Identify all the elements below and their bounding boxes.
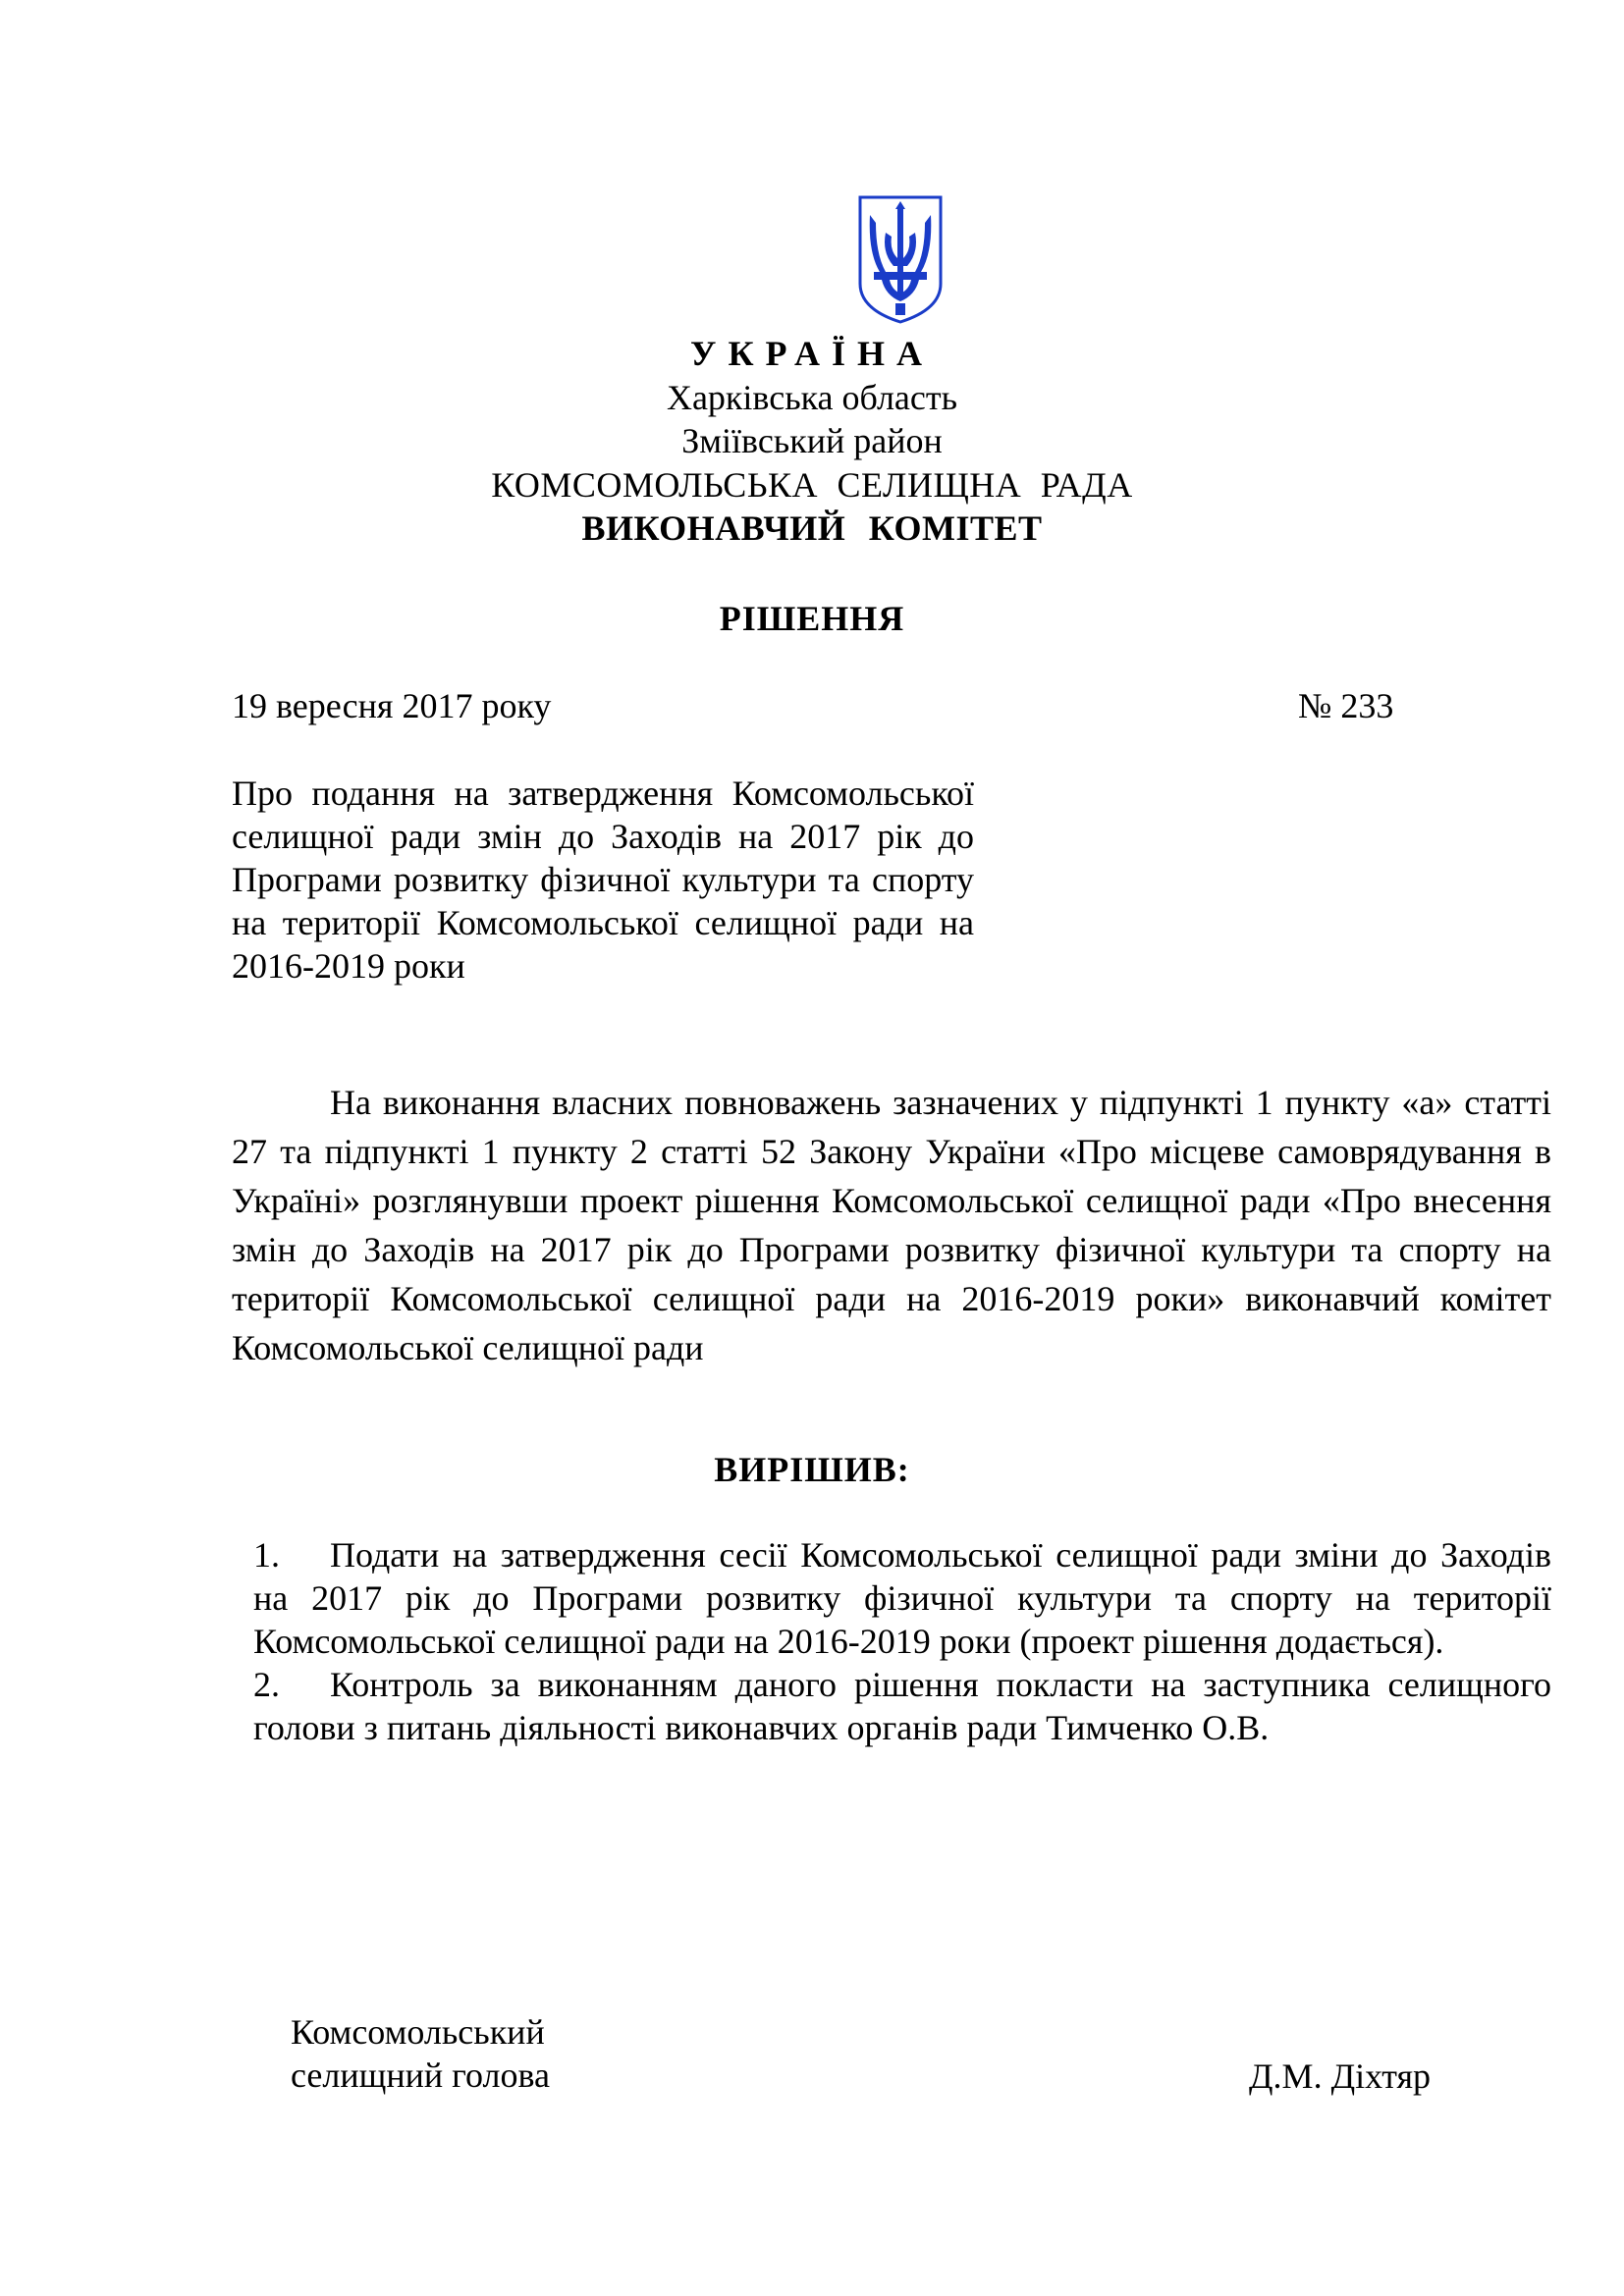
decided-heading: ВИРІШИВ: (714, 1450, 910, 1489)
decision-item (253, 1533, 1551, 1663)
country-name: УКРАЇНА (690, 334, 934, 373)
signatory-title-line: селищний голова (291, 2056, 551, 2095)
region-name: Харківська область (666, 378, 958, 417)
signatory-title (291, 2010, 550, 2097)
document-date: 19 вересня 2017 року (232, 686, 552, 725)
decision-number: 1. (253, 1535, 280, 1575)
ukraine-trident-coat-of-arms-icon (856, 193, 945, 325)
decision-text: Контроль за виконанням даного рішення покласти на заступника селищного голови з питань діяльності виконавчих органів ради Тимченко О.В. (253, 1665, 1551, 1747)
council-name: КОМСОМОЛЬСЬКА СЕЛИЩНА РАДА (491, 465, 1133, 505)
decision-text: Подати на затвердження сесії Комсомольської селищної ради зміни до Заходів на 2017 рік до Програми розвитку фізичної культури та спорту на території Комсомольської селищної ради на 2016-2019 роки (проект рішення додається). (253, 1535, 1551, 1661)
decisions-list (253, 1533, 1551, 1749)
district-name: Зміївський район (681, 421, 943, 460)
document-number: № 233 (1298, 686, 1394, 725)
document-preamble: На виконання власних повноважень зазначених у підпункті 1 пункту «а» статті 27 та підпункті 1 пункту 2 статті 52 Закону України «Про місцеве самоврядування в Україні» розглянувши проект рішення Комсомольської селищної ради «Про внесення змін до Заходів на 2017 рік до Програми розвитку фізичної культури та спорту на території Комсомольської селищної ради на 2016-2019 роки» виконавчий комітет Комсомольської селищної ради (232, 1083, 1551, 1367)
signatory-title-line: Комсомольський (291, 2012, 545, 2052)
document-type-heading: РІШЕННЯ (719, 599, 905, 638)
signatory-name: Д.М. Діхтяр (1249, 2056, 1432, 2096)
committee-name: ВИКОНАВЧИЙ КОМІТЕТ (581, 508, 1043, 548)
decision-number: 2. (253, 1665, 280, 1704)
decision-item (253, 1663, 1551, 1749)
document-subject: Про подання на затвердження Комсомольської селищної ради змін до Заходів на 2017 рік до Програми розвитку фізичної культури та спорту на території Комсомольської селищної ради на 2016-2019 роки (232, 774, 974, 986)
